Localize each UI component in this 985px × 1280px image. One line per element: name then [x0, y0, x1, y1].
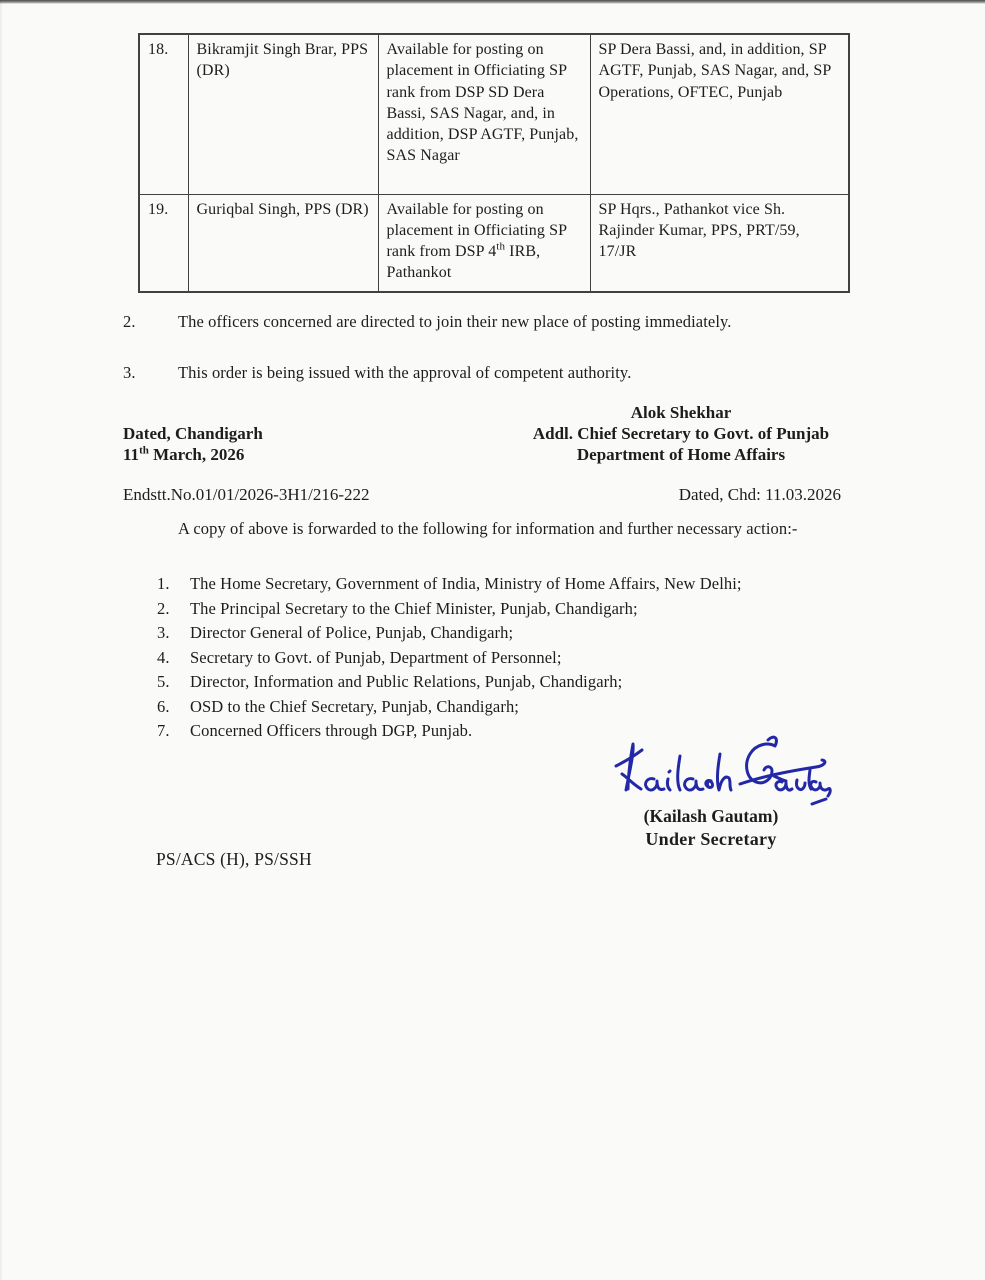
ordinal-superscript: th	[496, 240, 506, 253]
officer-name-cell: Bikramjit Singh Brar, PPS (DR)	[188, 34, 378, 194]
order-text: IRB, Pathankot	[386, 243, 541, 282]
list-item-text: Concerned Officers through DGP, Punjab.	[190, 721, 473, 740]
list-item	[157, 695, 877, 720]
order-details-cell: Available for posting on placement in Officiating SP rank from DSP SD Dera Bassi, SAS Nagar, and, in addition, DSP AGTF, Punjab, SAS Nagar	[378, 34, 590, 194]
list-item	[157, 670, 877, 695]
list-item-text: The Principal Secretary to the Chief Minister, Punjab, Chandigarh;	[190, 598, 638, 618]
list-item-text: OSD to the Chief Secretary, Punjab, Chandigarh;	[190, 696, 519, 716]
signatory-block	[497, 402, 865, 465]
distribution-list	[157, 572, 877, 744]
list-item	[157, 646, 877, 671]
signature-printed-name: (Kailash Gautam)	[643, 806, 779, 826]
list-item-text: The Home Secretary, Government of India, Ministry of Home Affairs, New Delhi;	[190, 574, 742, 593]
scan-top-edge	[0, 0, 985, 4]
list-item	[157, 597, 877, 622]
list-item-number: 1.	[157, 574, 170, 593]
signatory-designation: Addl. Chief Secretary to Govt. of Punjab	[532, 424, 830, 443]
serial-number-cell: 19.	[139, 194, 188, 292]
paragraph-number: 2.	[123, 312, 136, 331]
handwritten-signature	[598, 732, 836, 816]
endorsement-line	[123, 485, 865, 505]
serial-number-cell: 18.	[139, 34, 188, 194]
list-item-number: 5.	[157, 672, 170, 691]
signatory-department: Department of Home Affairs	[576, 445, 786, 464]
list-item-number: 7.	[157, 721, 170, 740]
paragraph-2	[123, 311, 865, 332]
paragraph-3	[123, 362, 865, 383]
copy-forward-paragraph: A copy of above is forwarded to the following for information and further necessary action:-	[178, 519, 798, 538]
order-details-cell	[378, 194, 590, 292]
list-item-text: Director General of Police, Punjab, Chandigarh;	[190, 623, 514, 642]
paragraph-number: 3.	[123, 363, 136, 382]
list-item-number: 4.	[157, 647, 170, 667]
paragraph-text: This order is being issued with the approval of competent authority.	[178, 363, 632, 382]
ordinal-superscript: th	[139, 444, 149, 457]
endorsement-number: Endstt.No.01/01/2026-3H1/216-222	[123, 485, 370, 504]
footer-reference: PS/ACS (H), PS/SSH	[156, 849, 312, 869]
table-row	[139, 194, 849, 292]
date-day: 11	[123, 445, 140, 464]
scan-left-edge	[0, 0, 3, 1280]
dateline-date	[123, 444, 263, 465]
postings-table	[138, 33, 850, 293]
list-item	[157, 572, 877, 597]
order-text: Available for posting on placement in Officiating SP rank from DSP 4	[386, 200, 567, 261]
list-item	[157, 621, 877, 646]
list-item-text: Director, Information and Public Relations, Punjab, Chandigarh;	[190, 672, 623, 691]
endorsement-date: Dated, Chd: 11.03.2026	[678, 485, 841, 504]
list-item-text: Secretary to Govt. of Punjab, Department of Personnel;	[190, 647, 562, 667]
list-item-number: 6.	[157, 696, 170, 716]
dateline-block	[123, 423, 263, 465]
dateline-place: Dated, Chandigarh	[123, 424, 263, 443]
signatory-name: Alok Shekhar	[630, 403, 732, 422]
new-posting-cell: SP Dera Bassi, and, in addition, SP AGTF, Punjab, SAS Nagar, and, SP Operations, OFTEC, Punjab	[590, 34, 849, 194]
officer-name-cell: Guriqbal Singh, PPS (DR)	[188, 194, 378, 292]
new-posting-cell: SP Hqrs., Pathankot vice Sh. Rajinder Kumar, PPS, PRT/59, 17/JR	[590, 194, 849, 292]
paragraph-text: The officers concerned are directed to join their new place of posting immediately.	[178, 312, 732, 331]
list-item-number: 3.	[157, 623, 170, 642]
table-row	[139, 34, 849, 194]
signature-title: Under Secretary	[645, 829, 777, 849]
list-item-number: 2.	[157, 598, 170, 618]
date-rest: March, 2026	[148, 445, 245, 464]
